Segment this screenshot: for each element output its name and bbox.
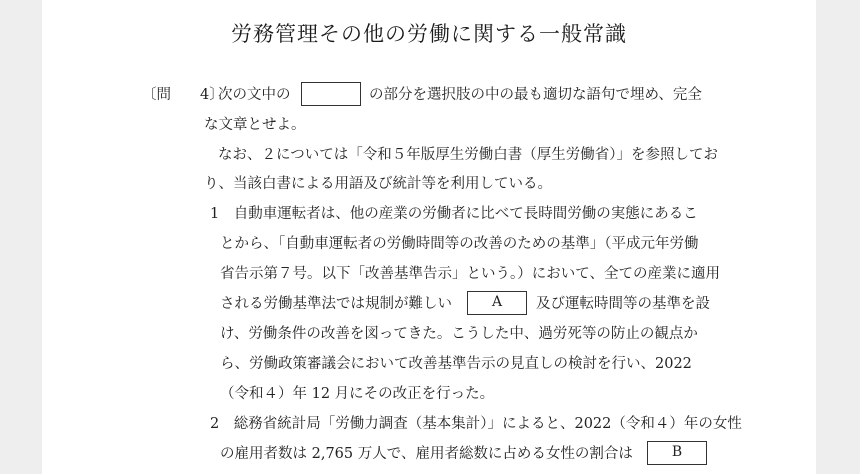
question-intro-line2: な文章とせよ。 bbox=[204, 117, 306, 133]
item1-line6: ら、労働政策審議会において改善基準告示の見直しの検討を行い、2022 bbox=[220, 356, 692, 372]
item1-line3: 省告示第７号。以下「改善基準告示」という。）において、全ての産業に適用 bbox=[220, 266, 720, 282]
question-intro-start: 次の文中の bbox=[218, 87, 291, 103]
item1-line4-end: 及び運転時間等の基準を設 bbox=[536, 296, 710, 312]
item1-line5: け、労働条件の改善を図ってきた。こうした中、過労死等の防止の観点か bbox=[220, 326, 698, 342]
blank-b-box bbox=[647, 441, 707, 465]
blank-b-label: B bbox=[671, 444, 683, 460]
example-blank-box bbox=[301, 82, 361, 106]
document-page bbox=[42, 0, 816, 474]
item2-line2-start: の雇用者数は 2,765 万人で、雇用者総数に占める女性の割合は bbox=[220, 446, 633, 462]
page-title: 労務管理その他の労働に関する一般常識 bbox=[231, 22, 627, 46]
question-label: 〔問 4〕 bbox=[142, 87, 224, 103]
item1-line2: とから、「自動車運転者の労働時間等の改善のための基準」（平成元年労働 bbox=[220, 236, 699, 252]
question-intro-end: の部分を選択肢の中の最も適切な語句で埋め、完全 bbox=[369, 87, 702, 103]
blank-a-label: A bbox=[491, 294, 503, 310]
item1-line1: 1 自動車運転者は、他の産業の労働者に比べて長時間労働の実態にあるこ bbox=[210, 206, 698, 222]
blank-a-box bbox=[467, 291, 527, 315]
item1-line7: （令和４）年 12 月にその改正を行った。 bbox=[220, 386, 495, 402]
item2-line1: 2 総務省統計局「労働力調査（基本集計）」によると、2022（令和４）年の女性 bbox=[210, 416, 742, 432]
note-line1: なお、２については「令和５年版厚生労働白書（厚生労働省）」を参照してお bbox=[218, 147, 718, 163]
item1-line4-start: される労働基準法では規制が難しい bbox=[220, 296, 452, 312]
note-line2: り、当該白書による用語及び統計等を利用している。 bbox=[204, 176, 552, 192]
